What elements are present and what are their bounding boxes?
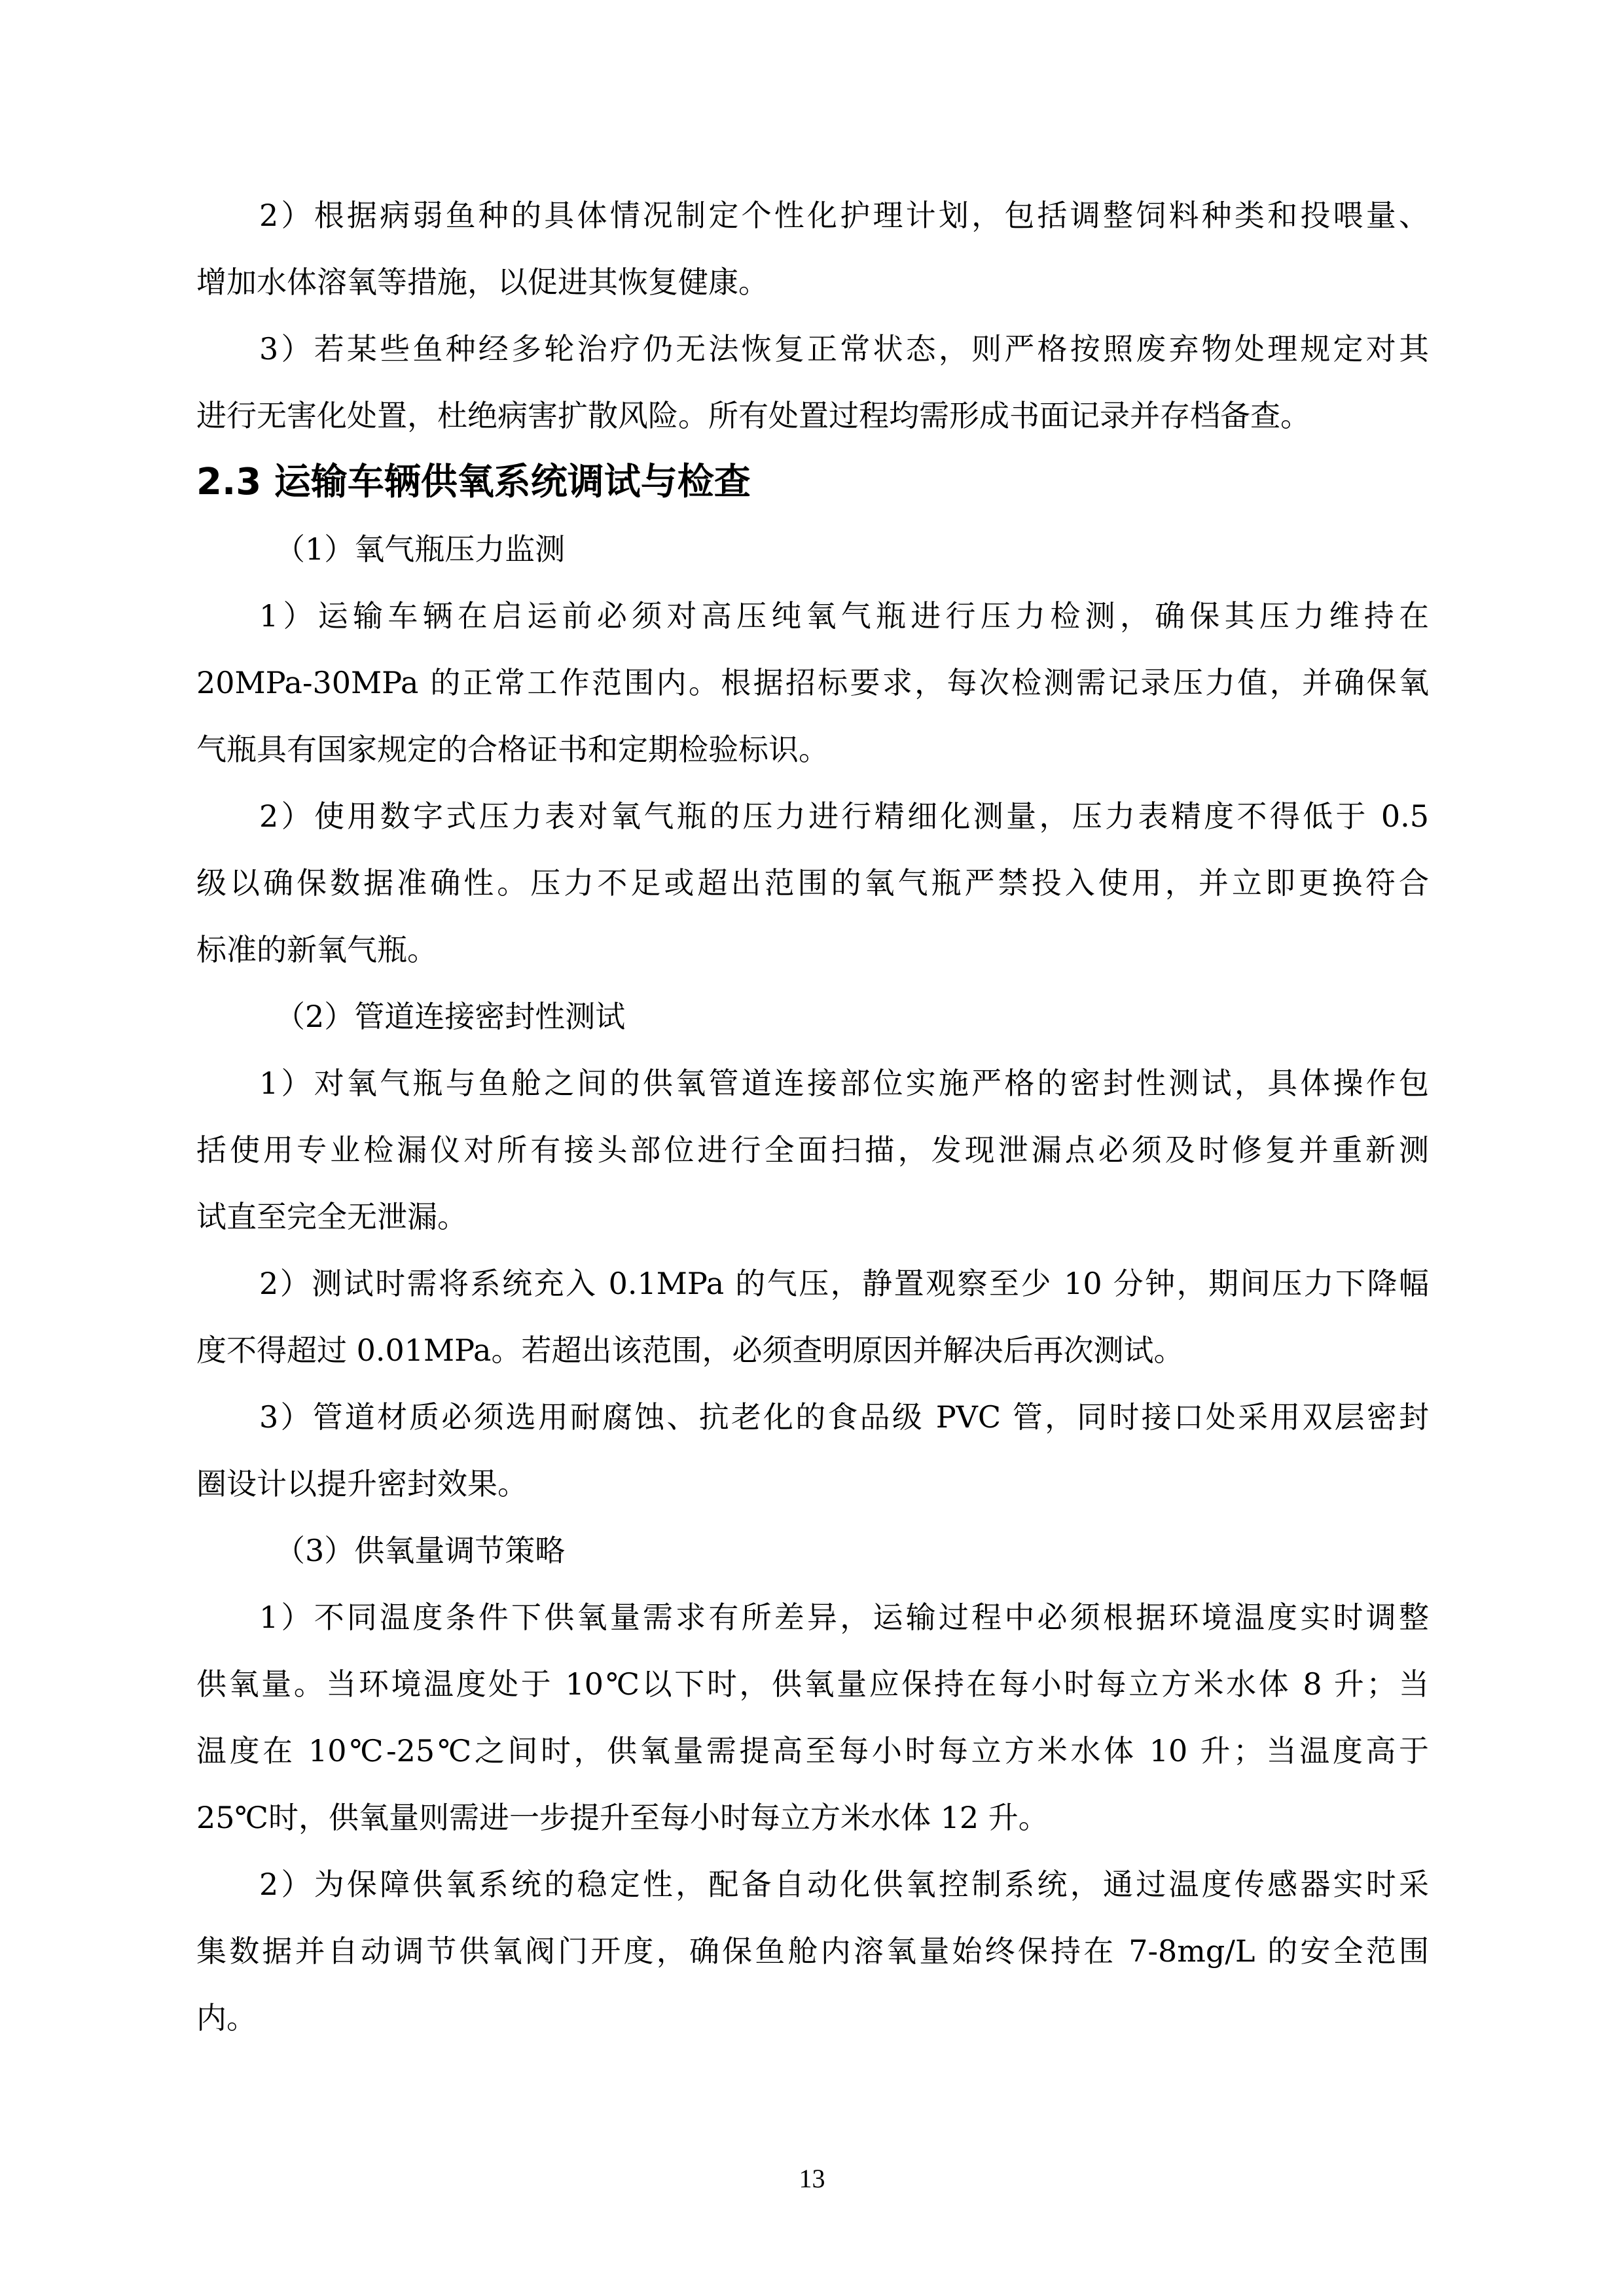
text-line: 气瓶具有国家规定的合格证书和定期检验标识。: [196, 732, 829, 767]
page-number: 13: [799, 2164, 825, 2193]
section-heading: [196, 449, 1429, 516]
paragraph: [196, 583, 1429, 783]
text-line: 3）管道材质必须选用耐腐蚀、抗老化的食品级 PVC 管，同时接口处采用双层密封: [259, 1399, 1429, 1435]
text-line: 度不得超过 0.01MPa。若超出该范围，必须查明原因并解决后再次测试。: [196, 1333, 1184, 1368]
text-line: 进行无害化处置，杜绝病害扩散风险。所有处置过程均需形成书面记录并存档备查。: [196, 398, 1310, 433]
text-line: 供氧量。当环境温度处于 10℃以下时，供氧量应保持在每小时每立方米水体 8 升；当: [196, 1666, 1429, 1702]
paragraph: [196, 315, 1429, 449]
text-line: （1）氧气瓶压力监测: [275, 531, 566, 567]
paragraph: [196, 1851, 1429, 2051]
text-line: 1）运输车辆在启运前必须对高压纯氧气瓶进行压力检测，确保其压力维持在: [259, 598, 1429, 634]
text-line: 温度在 10℃-25℃之间时，供氧量需提高至每小时每立方米水体 10 升；当温度高于: [196, 1733, 1429, 1768]
text-line: 级以确保数据准确性。压力不足或超出范围的氧气瓶严禁投入使用，并立即更换符合: [196, 865, 1429, 901]
text-line: 1）对氧气瓶与鱼舱之间的供氧管道连接部位实施严格的密封性测试，具体操作包: [259, 1066, 1429, 1101]
text-line: 2）测试时需将系统充入 0.1MPa 的气压，静置观察至少 10 分钟，期间压力下降幅: [259, 1266, 1429, 1301]
text-line: 内。: [196, 2000, 257, 2036]
text-line: 集数据并自动调节供氧阀门开度，确保鱼舱内溶氧量始终保持在 7-8mg/L 的安全范围: [196, 1933, 1429, 1969]
text-line: 括使用专业检漏仪对所有接头部位进行全面扫描，发现泄漏点必须及时修复并重新测: [196, 1132, 1429, 1168]
paragraph: [196, 783, 1429, 983]
paragraph: [196, 1050, 1429, 1250]
text-line: 2）根据病弱鱼种的具体情况制定个性化护理计划，包括调整饲料种类和投喂量、: [259, 198, 1429, 233]
text-line: 圈设计以提升密封效果。: [196, 1466, 528, 1501]
paragraph: [196, 1384, 1429, 1517]
text-line: 增加水体溶氧等措施，以促进其恢复健康。: [196, 264, 768, 300]
subsection-heading: [196, 516, 1429, 583]
text-line: 25℃时，供氧量则需进一步提升至每小时每立方米水体 12 升。: [196, 1800, 1049, 1835]
text-line: 2.3 运输车辆供氧系统调试与检查: [196, 461, 751, 503]
text-line: 标准的新氧气瓶。: [196, 932, 437, 967]
text-line: 1）不同温度条件下供氧量需求有所差异，运输过程中必须根据环境温度实时调整: [259, 1600, 1429, 1635]
text-line: 20MPa-30MPa 的正常工作范围内。根据招标要求，每次检测需记录压力值，并确保氧: [196, 665, 1429, 700]
text-line: 3）若某些鱼种经多轮治疗仍无法恢复正常状态，则严格按照废弃物处理规定对其: [259, 331, 1429, 367]
text-line: 2）为保障供氧系统的稳定性，配备自动化供氧控制系统，通过温度传感器实时采: [259, 1867, 1429, 1902]
text-line: （3）供氧量调节策略: [275, 1533, 566, 1568]
subsection-heading: [196, 1517, 1429, 1584]
text-line: 2）使用数字式压力表对氧气瓶的压力进行精细化测量，压力表精度不得低于 0.5: [259, 798, 1429, 834]
text-line: （2）管道连接密封性测试: [275, 999, 626, 1034]
paragraph: [196, 182, 1429, 315]
paragraph: [196, 1584, 1429, 1851]
paragraph: [196, 1250, 1429, 1384]
text-line: 试直至完全无泄漏。: [196, 1199, 467, 1234]
document-body: [196, 182, 1429, 2051]
subsection-heading: [196, 983, 1429, 1050]
